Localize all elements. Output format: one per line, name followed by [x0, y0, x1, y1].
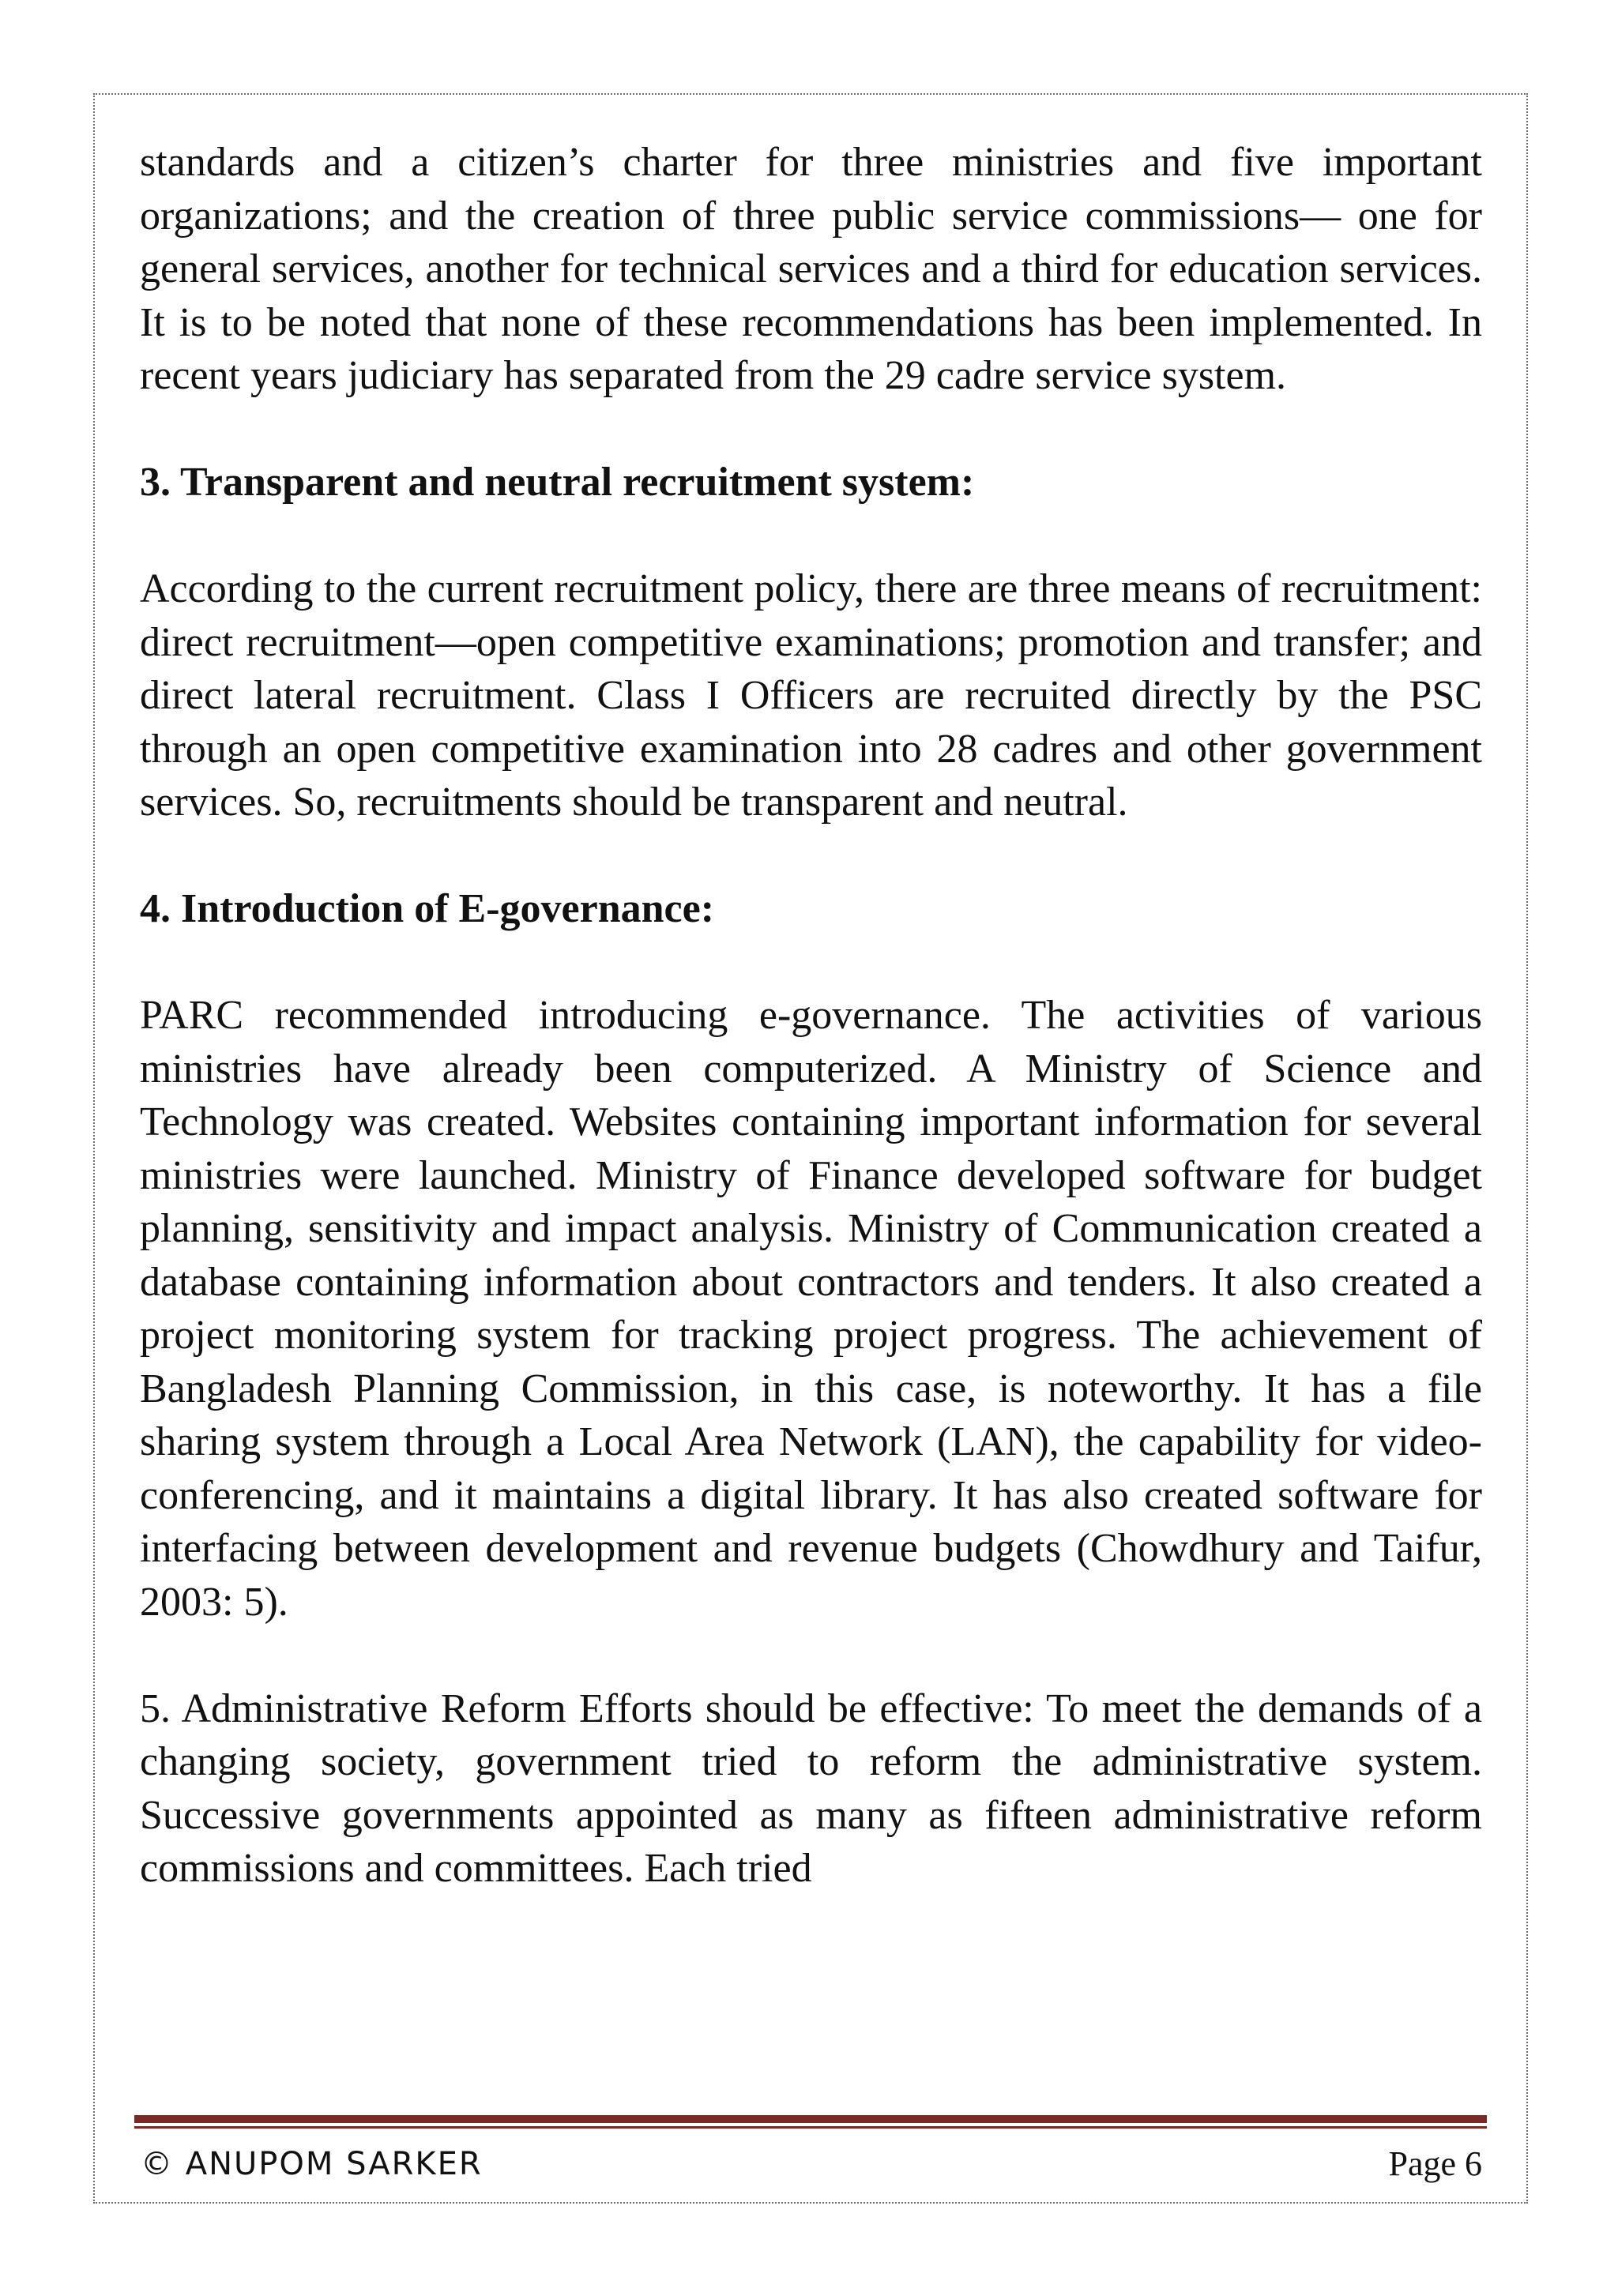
paragraph-recruitment: According to the current recruitment policy, there are three means of recruitment: direct recruitment—open competitive examinations; promotion and transfer; and direct lateral recruitment. Class I Officers are recruited directly by the PSC through an open competitive examination into 28 cadres and other government services. So, recruitments should be transparent and neutral.	[140, 566, 1482, 825]
page-content	[140, 136, 1482, 1896]
section-heading-egovernance: 4. Introduction of E-governance:	[140, 886, 715, 931]
footer-page-number: Page 6	[1388, 2144, 1482, 2183]
paragraph-spacer	[140, 403, 1482, 457]
footer-author: © ANUPOM SARKER	[141, 2146, 483, 2182]
paragraph-spacer	[140, 509, 1482, 563]
paragraph-citizens-charter: standards and a citizen’s charter for three ministries and five important organizations; and the creation of three public service commissions— one for general services, another for technical services and a third for education services. It is to be noted that none of these recommendations has been implemented. In recent years judiciary has separated from the 29 cadre service system.	[140, 140, 1482, 398]
footer-rule-thin	[134, 2126, 1487, 2129]
paragraph-spacer	[140, 829, 1482, 883]
paragraph-reform-efforts: 5. Administrative Reform Efforts should be effective: To meet the demands of a changing society, government tried to reform the administrative system. Successive governments appointed as many as fifteen administrative reform commissions and committees. Each tried	[140, 1685, 1482, 1891]
footer-rule-thick	[134, 2115, 1487, 2123]
paragraph-spacer	[140, 936, 1482, 990]
paragraph-spacer	[140, 1629, 1482, 1682]
section-heading-recruitment: 3. Transparent and neutral recruitment system:	[140, 460, 975, 505]
paragraph-egovernance: PARC recommended introducing e-governance. The activities of various ministries have already been computerized. A Ministry of Science and Technology was created. Websites containing important information for several ministries were launched. Ministry of Finance developed software for budget planning, sensitivity and impact analysis. Ministry of Communication created a database containing information about contractors and tenders. It also created a project monitoring system for tracking project progress. The achievement of Bangladesh Planning Commission, in this case, is noteworthy. It has a file sharing system through a Local Area Network (LAN), the capability for video-conferencing, and it maintains a digital library. It has also created software for interfacing between development and revenue budgets (Chowdhury and Taifur, 2003: 5).	[140, 993, 1482, 1625]
